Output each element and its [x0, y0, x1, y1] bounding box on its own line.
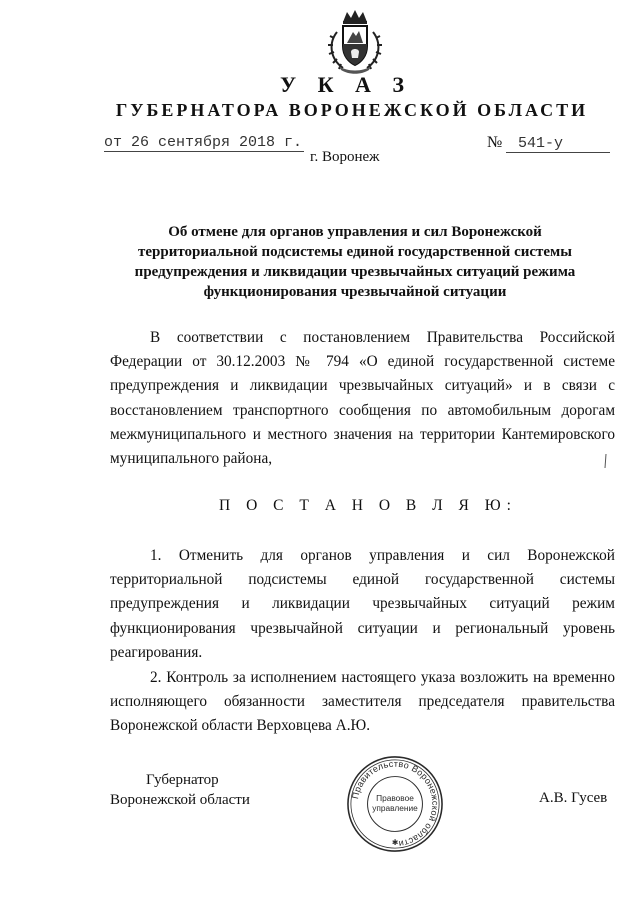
signer-position-line1: Губернатор	[146, 772, 219, 788]
decree-number	[487, 134, 610, 153]
decree-subject: Об отмене для органов управления и сил Воронежской территориальной подсистемы единой государственной системы предупреждения и ликвидации чрезвычайных ситуаций режима функционирования чрезвычайной ситуации	[134, 224, 576, 300]
decree-item-1: 1. Отменить для органов управления и сил Воронежской территориальной подсистемы единой государственной системы предупреждения и ликвидации чрезвычайных ситуаций режим функционирования чрезвычайной ситуации и региональный уровень реагирования.	[110, 547, 615, 661]
document-subtitle: ГУБЕРНАТОРА ВОРОНЕЖСКОЙ ОБЛАСТИ	[115, 100, 589, 120]
stamp-center-line2: управление	[372, 802, 418, 813]
coat-of-arms-icon	[325, 8, 385, 74]
stamp-center-line1: Правовое	[376, 793, 414, 804]
signer-position	[110, 770, 250, 810]
decree-item-2: 2. Контроль за исполнением настоящего указа возложить на временно исполняющего обязанности заместителя председателя правительства Воронежской области Верховцева А.Ю.	[110, 669, 615, 735]
preamble-paragraph: В соответствии с постановлением Правительства Российской Федерации от 30.12.2003 № 794 «О единой государственной системе предупреждения и ликвидации чрезвычайных ситуаций» и в связи с восстановлением транспортного сообщения по автомобильным дорогам межмуниципального и местного значения на территории Кантемировского муниципального района,	[110, 329, 615, 468]
number-value: 541-у	[506, 135, 610, 153]
number-label: №	[487, 134, 503, 151]
decree-date	[104, 134, 304, 151]
signer-position-line2: Воронежской области	[110, 792, 250, 808]
pen-mark-icon	[604, 454, 607, 468]
legal-department-stamp	[346, 755, 444, 853]
date-prefix: от	[104, 134, 123, 151]
city: г. Воронеж	[310, 149, 380, 165]
stamp-ring-text: Правительство Воронежской области	[350, 758, 441, 850]
date-value: 26 сентября 2018 г.	[131, 134, 303, 151]
signer-name: А.В. Гусев	[539, 790, 608, 806]
stamp-star-icon: ✱	[391, 838, 399, 848]
document-title: У К А З	[279, 72, 413, 97]
decree-word: П О С Т А Н О В Л Я Ю:	[219, 497, 517, 514]
